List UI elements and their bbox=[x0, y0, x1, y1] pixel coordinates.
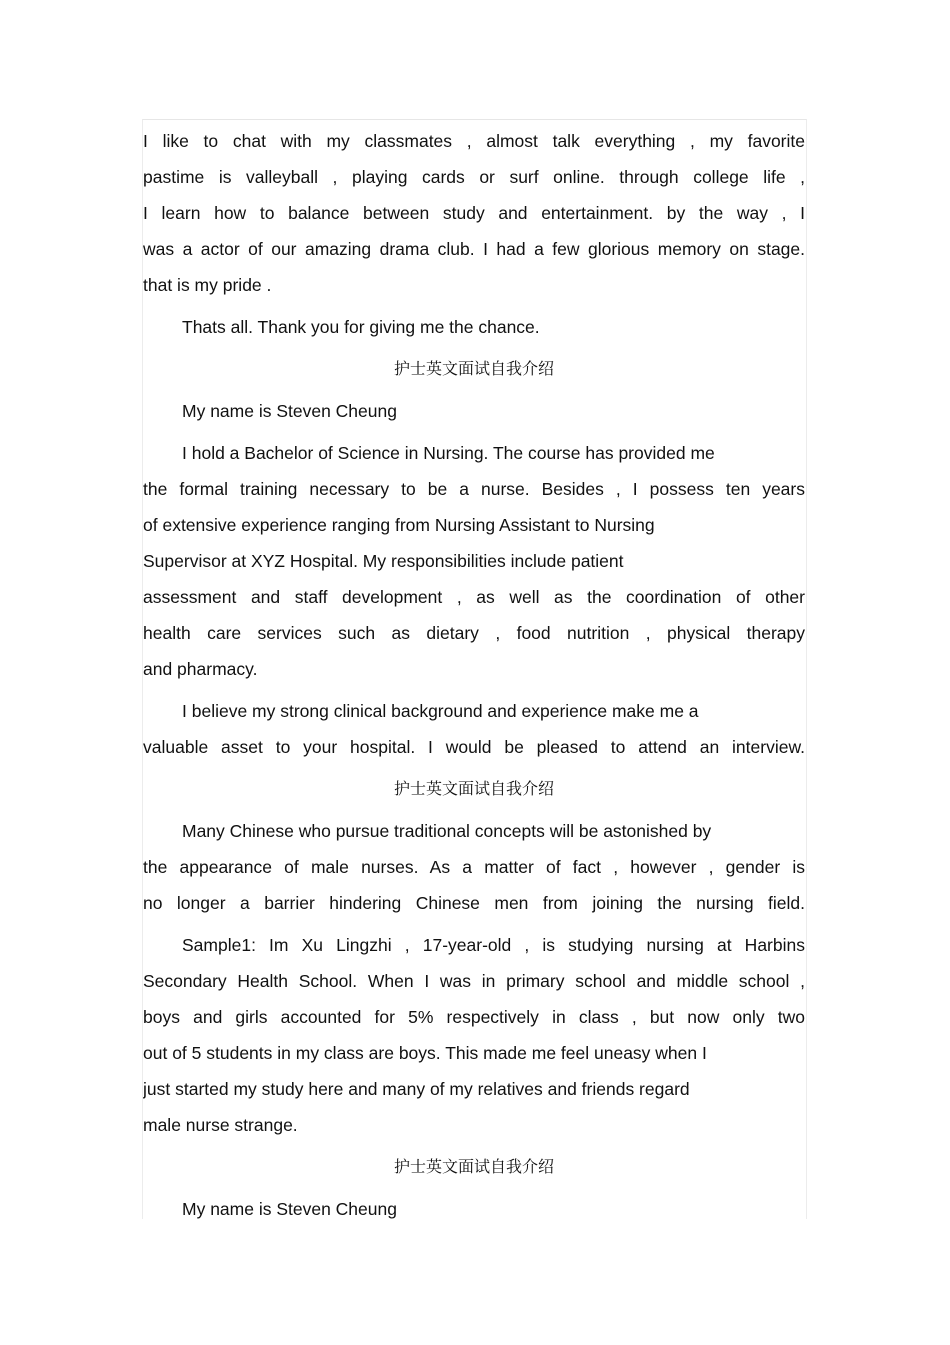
text-line: I hold a Bachelor of Science in Nursing. The course has provided me bbox=[182, 443, 715, 463]
document-body bbox=[143, 128, 805, 1232]
paragraph bbox=[143, 314, 805, 350]
text-line: pastime is valleyball , playing cards or surf online. through college life , bbox=[143, 167, 805, 187]
text-line: of extensive experience ranging from Nursing Assistant to Nursing bbox=[143, 515, 655, 535]
text-line: Supervisor at XYZ Hospital. My responsibilities include patient bbox=[143, 551, 624, 571]
text-line: boys and girls accounted for 5% respectively in class , but now only two bbox=[143, 1007, 805, 1027]
text-line: Secondary Health School. When I was in primary school and middle school , bbox=[143, 971, 805, 991]
text-line: I believe my strong clinical background and experience make me a bbox=[182, 701, 699, 721]
text-line: My name is Steven Cheung bbox=[182, 401, 397, 421]
text-line: no longer a barrier hindering Chinese men from joining the nursing field. bbox=[143, 893, 805, 913]
text-line: male nurse strange. bbox=[143, 1115, 298, 1135]
section-heading: 护士英文面试自我介绍 bbox=[393, 359, 554, 378]
paragraph bbox=[143, 818, 805, 926]
paragraph bbox=[143, 698, 805, 770]
paragraph bbox=[143, 398, 805, 434]
paragraph bbox=[143, 932, 805, 1148]
text-line: My name is Steven Cheung bbox=[182, 1199, 397, 1219]
text-line: that is my pride . bbox=[143, 275, 272, 295]
text-line: Sample1: Im Xu Lingzhi , 17-year-old , is studying nursing at Harbins bbox=[182, 935, 805, 955]
text-line: Thats all. Thank you for giving me the chance. bbox=[182, 317, 540, 337]
text-line: Many Chinese who pursue traditional concepts will be astonished by bbox=[182, 821, 712, 841]
text-line: valuable asset to your hospital. I would be pleased to attend an interview. bbox=[143, 737, 805, 757]
text-line: and pharmacy. bbox=[143, 659, 258, 679]
paragraph bbox=[143, 440, 805, 692]
text-line: the formal training necessary to be a nurse. Besides , I possess ten years bbox=[143, 479, 805, 499]
section-heading: 护士英文面试自我介绍 bbox=[393, 779, 554, 798]
text-line: I learn how to balance between study and entertainment. by the way , I bbox=[143, 203, 805, 223]
paragraph bbox=[143, 128, 805, 308]
text-line: assessment and staff development , as well as the coordination of other bbox=[143, 587, 805, 607]
text-line: the appearance of male nurses. As a matter of fact , however , gender is bbox=[143, 857, 805, 877]
paragraph bbox=[143, 1196, 805, 1232]
text-line: just started my study here and many of my relatives and friends regard bbox=[143, 1079, 690, 1099]
text-line: was a actor of our amazing drama club. I had a few glorious memory on stage. bbox=[143, 239, 805, 259]
text-line: out of 5 students in my class are boys. This made me feel uneasy when I bbox=[143, 1043, 707, 1063]
section-heading: 护士英文面试自我介绍 bbox=[393, 1157, 554, 1176]
text-line: I like to chat with my classmates , almost talk everything , my favorite bbox=[143, 131, 805, 151]
text-line: health care services such as dietary , food nutrition , physical therapy bbox=[143, 623, 805, 643]
